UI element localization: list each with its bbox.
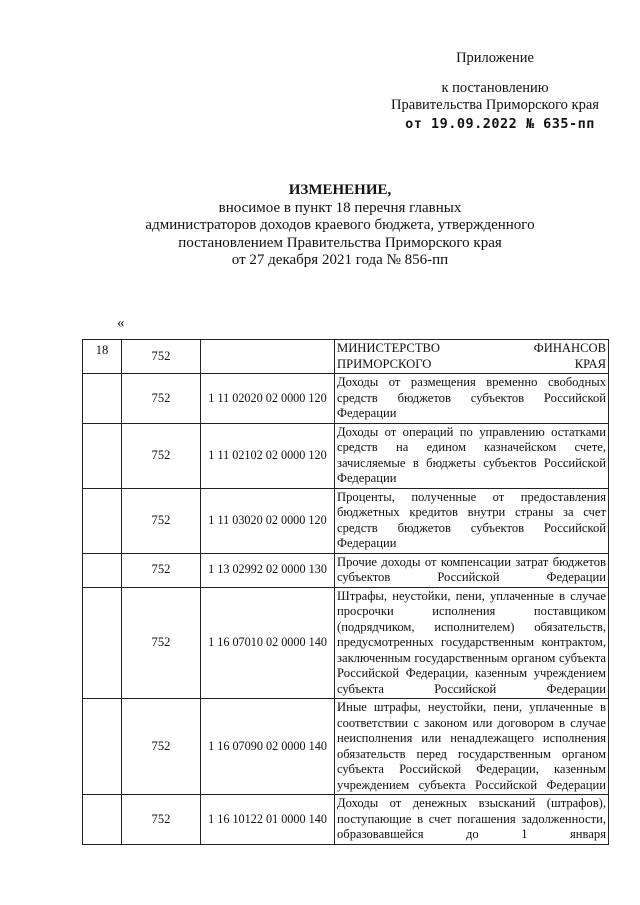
revenue-name-cell: Прочие доходы от компенсации затрат бюджетов субъектов Российской Федерации: [335, 553, 609, 587]
administrator-code-cell: 752: [122, 488, 201, 553]
administrator-code-cell: 752: [122, 587, 201, 699]
revenue-code-cell: 1 11 02020 02 0000 120: [201, 374, 335, 424]
opening-quote-mark: «: [117, 315, 125, 331]
administrator-code-cell: 752: [122, 699, 201, 795]
item-number-cell: [83, 587, 122, 699]
revenue-code-cell: 1 16 07090 02 0000 140: [201, 699, 335, 795]
title-line-1: вносимое в пункт 18 перечня главных: [218, 199, 462, 216]
table-row: [83, 553, 609, 587]
revenue-name-cell: Штрафы, неустойки, пени, уплаченные в случае просрочки исполнения поставщиком (подрядчиком, исполнителем) обязательств, предусмотренных государственным контрактом, заключенным государственным органом субъекта Российской Федерации, казенным учреждением субъекта Российской Федерации: [335, 587, 609, 699]
administrator-code-cell: 752: [122, 553, 201, 587]
revenue-code-cell: 1 11 02102 02 0000 120: [201, 423, 335, 488]
revenue-name-cell: Доходы от операций по управлению остатками средств на едином казначейском счете, зачисляемые в бюджеты субъектов Российской Федерации: [335, 423, 609, 488]
revenue-name-cell: Доходы от денежных взысканий (штрафов), поступающие в счет погашения задолженности, образовавшейся до 1 января: [335, 795, 609, 845]
document-title: [100, 182, 580, 270]
table-row: [83, 488, 609, 553]
title-heading: ИЗМЕНЕНИЕ,: [288, 182, 392, 198]
appendix-label: Приложение: [456, 50, 534, 66]
item-number-cell: 18: [83, 340, 122, 374]
item-number-cell: [83, 488, 122, 553]
administrator-code-cell: 752: [122, 374, 201, 424]
title-line-4: от 27 декабря 2021 года № 856-пп: [231, 252, 449, 268]
revenue-name-cell: Проценты, полученные от предоставления бюджетных кредитов внутри страны за счет средств бюджетов субъектов Российской Федерации: [335, 488, 609, 553]
revenue-administrators-table: [82, 339, 609, 845]
resolution-reference: к постановлению: [441, 80, 549, 96]
table-row: [83, 374, 609, 424]
administrator-code-cell: 752: [122, 340, 201, 374]
administrator-code-cell: 752: [122, 423, 201, 488]
revenue-code-cell: 1 16 07010 02 0000 140: [201, 587, 335, 699]
revenue-name-cell: МИНИСТЕРСТВО ФИНАНСОВ ПРИМОРСКОГО КРАЯ: [335, 340, 609, 374]
revenue-code-cell: 1 11 03020 02 0000 120: [201, 488, 335, 553]
table-row: [83, 699, 609, 795]
item-number-cell: [83, 423, 122, 488]
revenue-code-cell: [201, 340, 335, 374]
item-number-cell: [83, 374, 122, 424]
revenue-code-cell: 1 16 10122 01 0000 140: [201, 795, 335, 845]
table-row: [83, 587, 609, 699]
revenue-name-cell: Иные штрафы, неустойки, пени, уплаченные в соответствии с законом или договором в случае неисполнения или ненадлежащего исполнения обязательств перед государственным органом субъекта Российской Федерации, казенным учреждением субъекта Российской Федерации: [335, 699, 609, 795]
government-name: Правительства Приморского края: [391, 97, 599, 113]
table-row: [83, 795, 609, 845]
administrator-code-cell: 752: [122, 795, 201, 845]
title-line-3: постановлением Правительства Приморского края: [178, 234, 502, 251]
revenue-name-cell: Доходы от размещения временно свободных средств бюджетов субъектов Российской Федерации: [335, 374, 609, 424]
item-number-cell: [83, 699, 122, 795]
resolution-date-number: от 19.09.2022 № 635-пп: [405, 116, 595, 132]
title-line-2: администраторов доходов краевого бюджета, утвержденного: [145, 217, 535, 233]
table-row: [83, 423, 609, 488]
item-number-cell: [83, 795, 122, 845]
table-row: [83, 340, 609, 374]
revenue-code-cell: 1 13 02992 02 0000 130: [201, 553, 335, 587]
item-number-cell: [83, 553, 122, 587]
